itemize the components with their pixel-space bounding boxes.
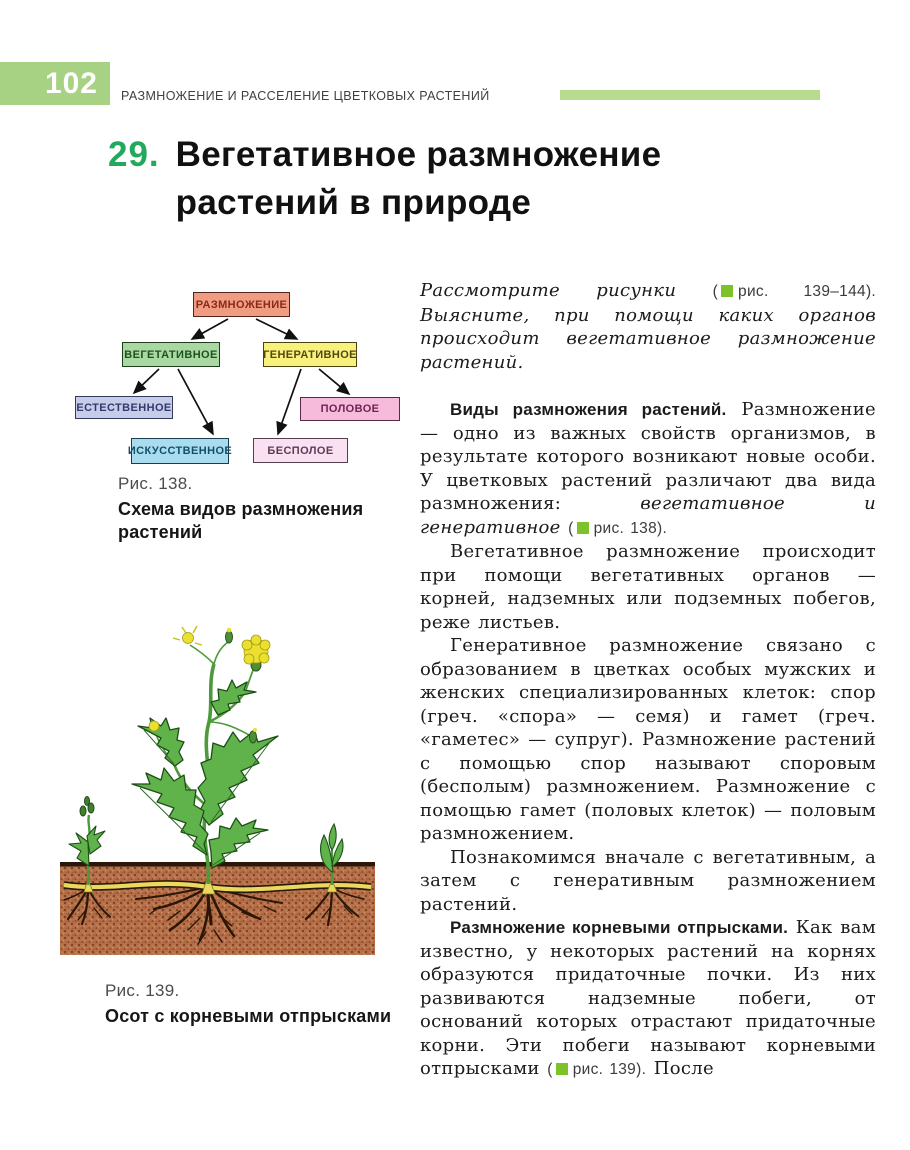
diagram-box-label: ВЕГЕТАТИВНОЕ (124, 348, 218, 361)
text-segment: рис. 139). (572, 1061, 647, 1078)
paragraph-vegetativnoe (420, 540, 876, 634)
figure-138-caption (118, 474, 390, 544)
text-segment: После (646, 1058, 714, 1079)
text-segment: Вегетативное размножение происходит при помощи вегетативных органов — корней, надземных или подземных побегов, реже листьев. (420, 541, 876, 633)
figure-title: Схема видов размножения растений (118, 499, 364, 542)
text-segment: рис. 139–144). (738, 283, 877, 300)
diagram-box-label: ПОЛОВОЕ (320, 403, 380, 415)
diagram-box-bespoloe (253, 438, 348, 463)
diagram-box-label: БЕСПОЛОЕ (267, 444, 334, 457)
figure-label: Рис. 139. (105, 981, 180, 1000)
page-number: 102 (44, 66, 98, 100)
text-segment: Генеративное размножение связано с образованием в цветках особых мужских и женских специализированных клеток: спор (греч. «спора» — семя) и гамет (греч. «гаметес» — супруг). Размножение растений с помощью спор называют споровым (бесполым) размножением. Размножение с помощью гамет (половых клеток) — половым размножением. (420, 635, 876, 844)
text-segment: ( (712, 283, 719, 300)
figure-label: Рис. 138. (118, 474, 193, 493)
figure-139-caption (105, 981, 415, 1028)
text-segment: Познакомимся вначале с вегетативным, а затем с генеративным размножением растений. (420, 846, 876, 915)
text-segment: Размножение — одно из важных свойств организмов, в результате которого возникают новые особи. У цветковых растений различают два вида размножения: (420, 399, 876, 514)
text-segment: Выясните, при помощи каких органов происходит вегетативное размножение растений. (420, 304, 876, 373)
chapter-heading (108, 131, 661, 227)
paragraph-intro-task (420, 279, 876, 374)
diagram-box-iskusstvennoe (127, 438, 233, 464)
paragraph-kornevye-otpryski (420, 916, 876, 1082)
text-segment: Рассмотрите рисунки (420, 280, 713, 301)
diagram-box-label: ГЕНЕРАТИВНОЕ (263, 348, 357, 361)
horizontal-root (64, 884, 371, 890)
diagram-box-label: РАЗМНОЖЕНИЕ (195, 298, 288, 311)
header-accent-bar (560, 90, 820, 100)
diagram-box-label: ИСКУССТВЕННОЕ (127, 445, 233, 457)
text-segment: вегетативное и генеративное (420, 493, 876, 538)
text-segment: Виды размножения растений. (450, 400, 727, 419)
text-segment: ( (568, 519, 574, 537)
text-segment: Как вам известно, у некоторых растений на корнях образуются придаточные почки. Из них развиваются надземные побеги, от оснований которых отрастают придаточные корни. Эти побеги называют корневыми отпрысками (420, 917, 876, 1079)
text-segment: рис. 138). (593, 519, 668, 537)
paragraph-vidy-razmnozheniya (420, 398, 876, 540)
diagram-box-polovoe (300, 397, 400, 421)
diagram-box-estestvennoe (75, 396, 173, 419)
chapter-number: 29. (108, 135, 160, 174)
main-plant (132, 626, 278, 884)
diagram-box-razmnozhenie (193, 292, 290, 317)
paragraph-poznakomimsya (420, 846, 876, 917)
diagram-box-vegetativnoe (122, 342, 220, 367)
figure-ref-square-icon (577, 522, 589, 534)
figure-139-illustration (60, 618, 375, 956)
chapter-title-line2: растений в природе (175, 183, 532, 222)
article-column (420, 279, 876, 1082)
running-header: РАЗМНОЖЕНИЕ И РАССЕЛЕНИЕ ЦВЕТКОВЫХ РАСТЕНИЙ (121, 89, 490, 103)
page-number-badge (0, 62, 110, 105)
sow-thistle-drawing (60, 618, 375, 956)
diagram-box-generativnoe (263, 342, 357, 367)
figure-ref-square-icon (721, 285, 733, 297)
paragraph-generativnoe (420, 634, 876, 846)
figure-title: Осот с корневыми отпрысками (105, 1006, 392, 1026)
chapter-title-line1: Вегетативное размножение (175, 135, 662, 174)
text-segment: ( (547, 1061, 553, 1078)
figure-138-diagram (60, 285, 412, 477)
chapter-title (176, 131, 662, 227)
text-segment (561, 517, 569, 538)
text-segment: Размножение корневыми отпрысками. (450, 918, 789, 937)
figure-ref-square-icon (556, 1063, 568, 1075)
diagram-box-label: ЕСТЕСТВЕННОЕ (76, 401, 172, 414)
